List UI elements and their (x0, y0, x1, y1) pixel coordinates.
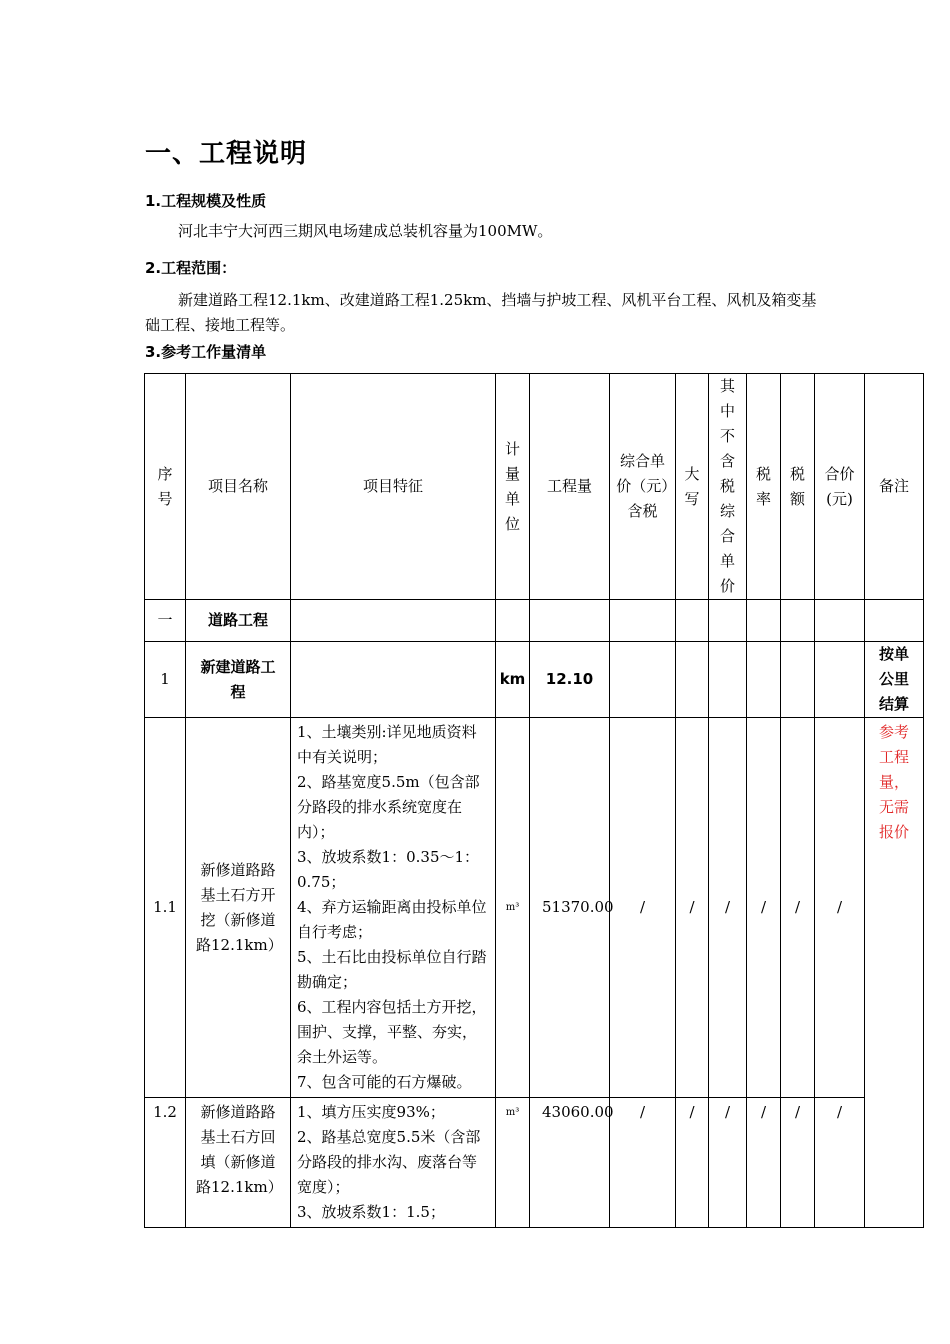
header-feature: 项目特征 (291, 374, 496, 600)
item1-qty: 12.10 (530, 642, 610, 718)
header-price-notax: 其中不含税综合单价 (709, 374, 747, 600)
item1-1-features (291, 718, 496, 1098)
section-name: 道路工程 (186, 600, 291, 642)
scope-text: 新建道路工程12.1km、改建道路工程1.25km、挡墙与护坡工程、风机平台工程、风机及箱变基础工程、接地工程等。 (145, 291, 817, 334)
table-header-row (145, 374, 924, 600)
table-row-item1-2 (145, 1098, 924, 1228)
item1-1-remark: 参考工程量，无需报价 (865, 718, 924, 1228)
item1-2-seq: 1.2 (145, 1098, 186, 1228)
feature-line: 3、放坡系数1：0.35～1：0.75； (297, 848, 480, 891)
item1-2-features (291, 1098, 496, 1228)
item1-1-total: / (815, 718, 865, 1098)
section-heading-scale: 1.工程规模及性质 (145, 192, 267, 210)
item1-1-price-notax: / (709, 718, 747, 1098)
header-seq: 序号 (145, 374, 186, 600)
feature-line: 3、放坡系数1：1.5； (297, 1203, 445, 1221)
section-heading-scope: 2.工程范围： (145, 259, 237, 277)
item1-2-tax-amount: / (781, 1098, 815, 1228)
feature-line: 7、包含可能的石方爆破。 (297, 1073, 472, 1091)
header-tax-amount: 税额 (781, 374, 815, 600)
header-remark: 备注 (865, 374, 924, 600)
item1-2-total: / (815, 1098, 865, 1228)
item1-2-price-notax: / (709, 1098, 747, 1228)
header-total: 合价(元) (815, 374, 865, 600)
table-row-item1-1 (145, 718, 924, 1098)
item1-1-qty: 51370.00 (530, 718, 610, 1098)
item1-1-price-tax: / (610, 718, 676, 1098)
item1-2-unit: m³ (496, 1098, 530, 1228)
scale-text: 河北丰宁大河西三期风电场建成总装机容量为100MW。 (178, 222, 553, 240)
feature-line: 1、填方压实度93%； (297, 1103, 445, 1121)
feature-line: 1、土壤类别:详见地质资料中有关说明； (297, 723, 477, 766)
item1-2-tax-rate: / (747, 1098, 781, 1228)
item1-name: 新建道路工程 (186, 642, 291, 718)
item1-2-capital: / (676, 1098, 709, 1228)
header-price-tax: 综合单价（元）含税 (610, 374, 676, 600)
feature-line: 5、土石比由投标单位自行踏勘确定； (297, 948, 487, 991)
item1-1-tax-rate: / (747, 718, 781, 1098)
feature-line: 2、路基宽度5.5m（包含部分路段的排水系统宽度在内）； (297, 773, 480, 841)
feature-line: 2、路基总宽度5.5米（含部分路段的排水沟、废落台等宽度）； (297, 1128, 481, 1196)
item1-remark: 按单公里结算 (865, 642, 924, 718)
table-row-item1 (145, 642, 924, 718)
header-qty: 工程量 (530, 374, 610, 600)
item1-1-name: 新修道路路基土石方开挖（新修道路12.1km） (186, 718, 291, 1098)
item1-2-qty: 43060.00 (530, 1098, 610, 1228)
header-name: 项目名称 (186, 374, 291, 600)
header-tax-rate: 税率 (747, 374, 781, 600)
section-row (145, 600, 924, 642)
feature-line: 4、弃方运输距离由投标单位自行考虑； (297, 898, 487, 941)
feature-line: 6、工程内容包括土方开挖，围护、支撑，平整、夯实，余土外运等。 (297, 998, 487, 1066)
section-seq: 一 (145, 600, 186, 642)
page-title: 一、工程说明 (145, 139, 308, 169)
item1-2-price-tax: / (610, 1098, 676, 1228)
boq-table (144, 373, 924, 1228)
item1-1-seq: 1.1 (145, 718, 186, 1098)
item1-2-name: 新修道路路基土石方回填（新修道路12.1km） (186, 1098, 291, 1228)
item1-seq: 1 (145, 642, 186, 718)
item1-1-unit: m³ (496, 718, 530, 1098)
header-capital: 大写 (676, 374, 709, 600)
item1-1-capital: / (676, 718, 709, 1098)
header-unit: 计量单位 (496, 374, 530, 600)
item1-unit: km (496, 642, 530, 718)
item1-1-tax-amount: / (781, 718, 815, 1098)
section-heading-boq: 3.参考工作量清单 (145, 343, 267, 361)
